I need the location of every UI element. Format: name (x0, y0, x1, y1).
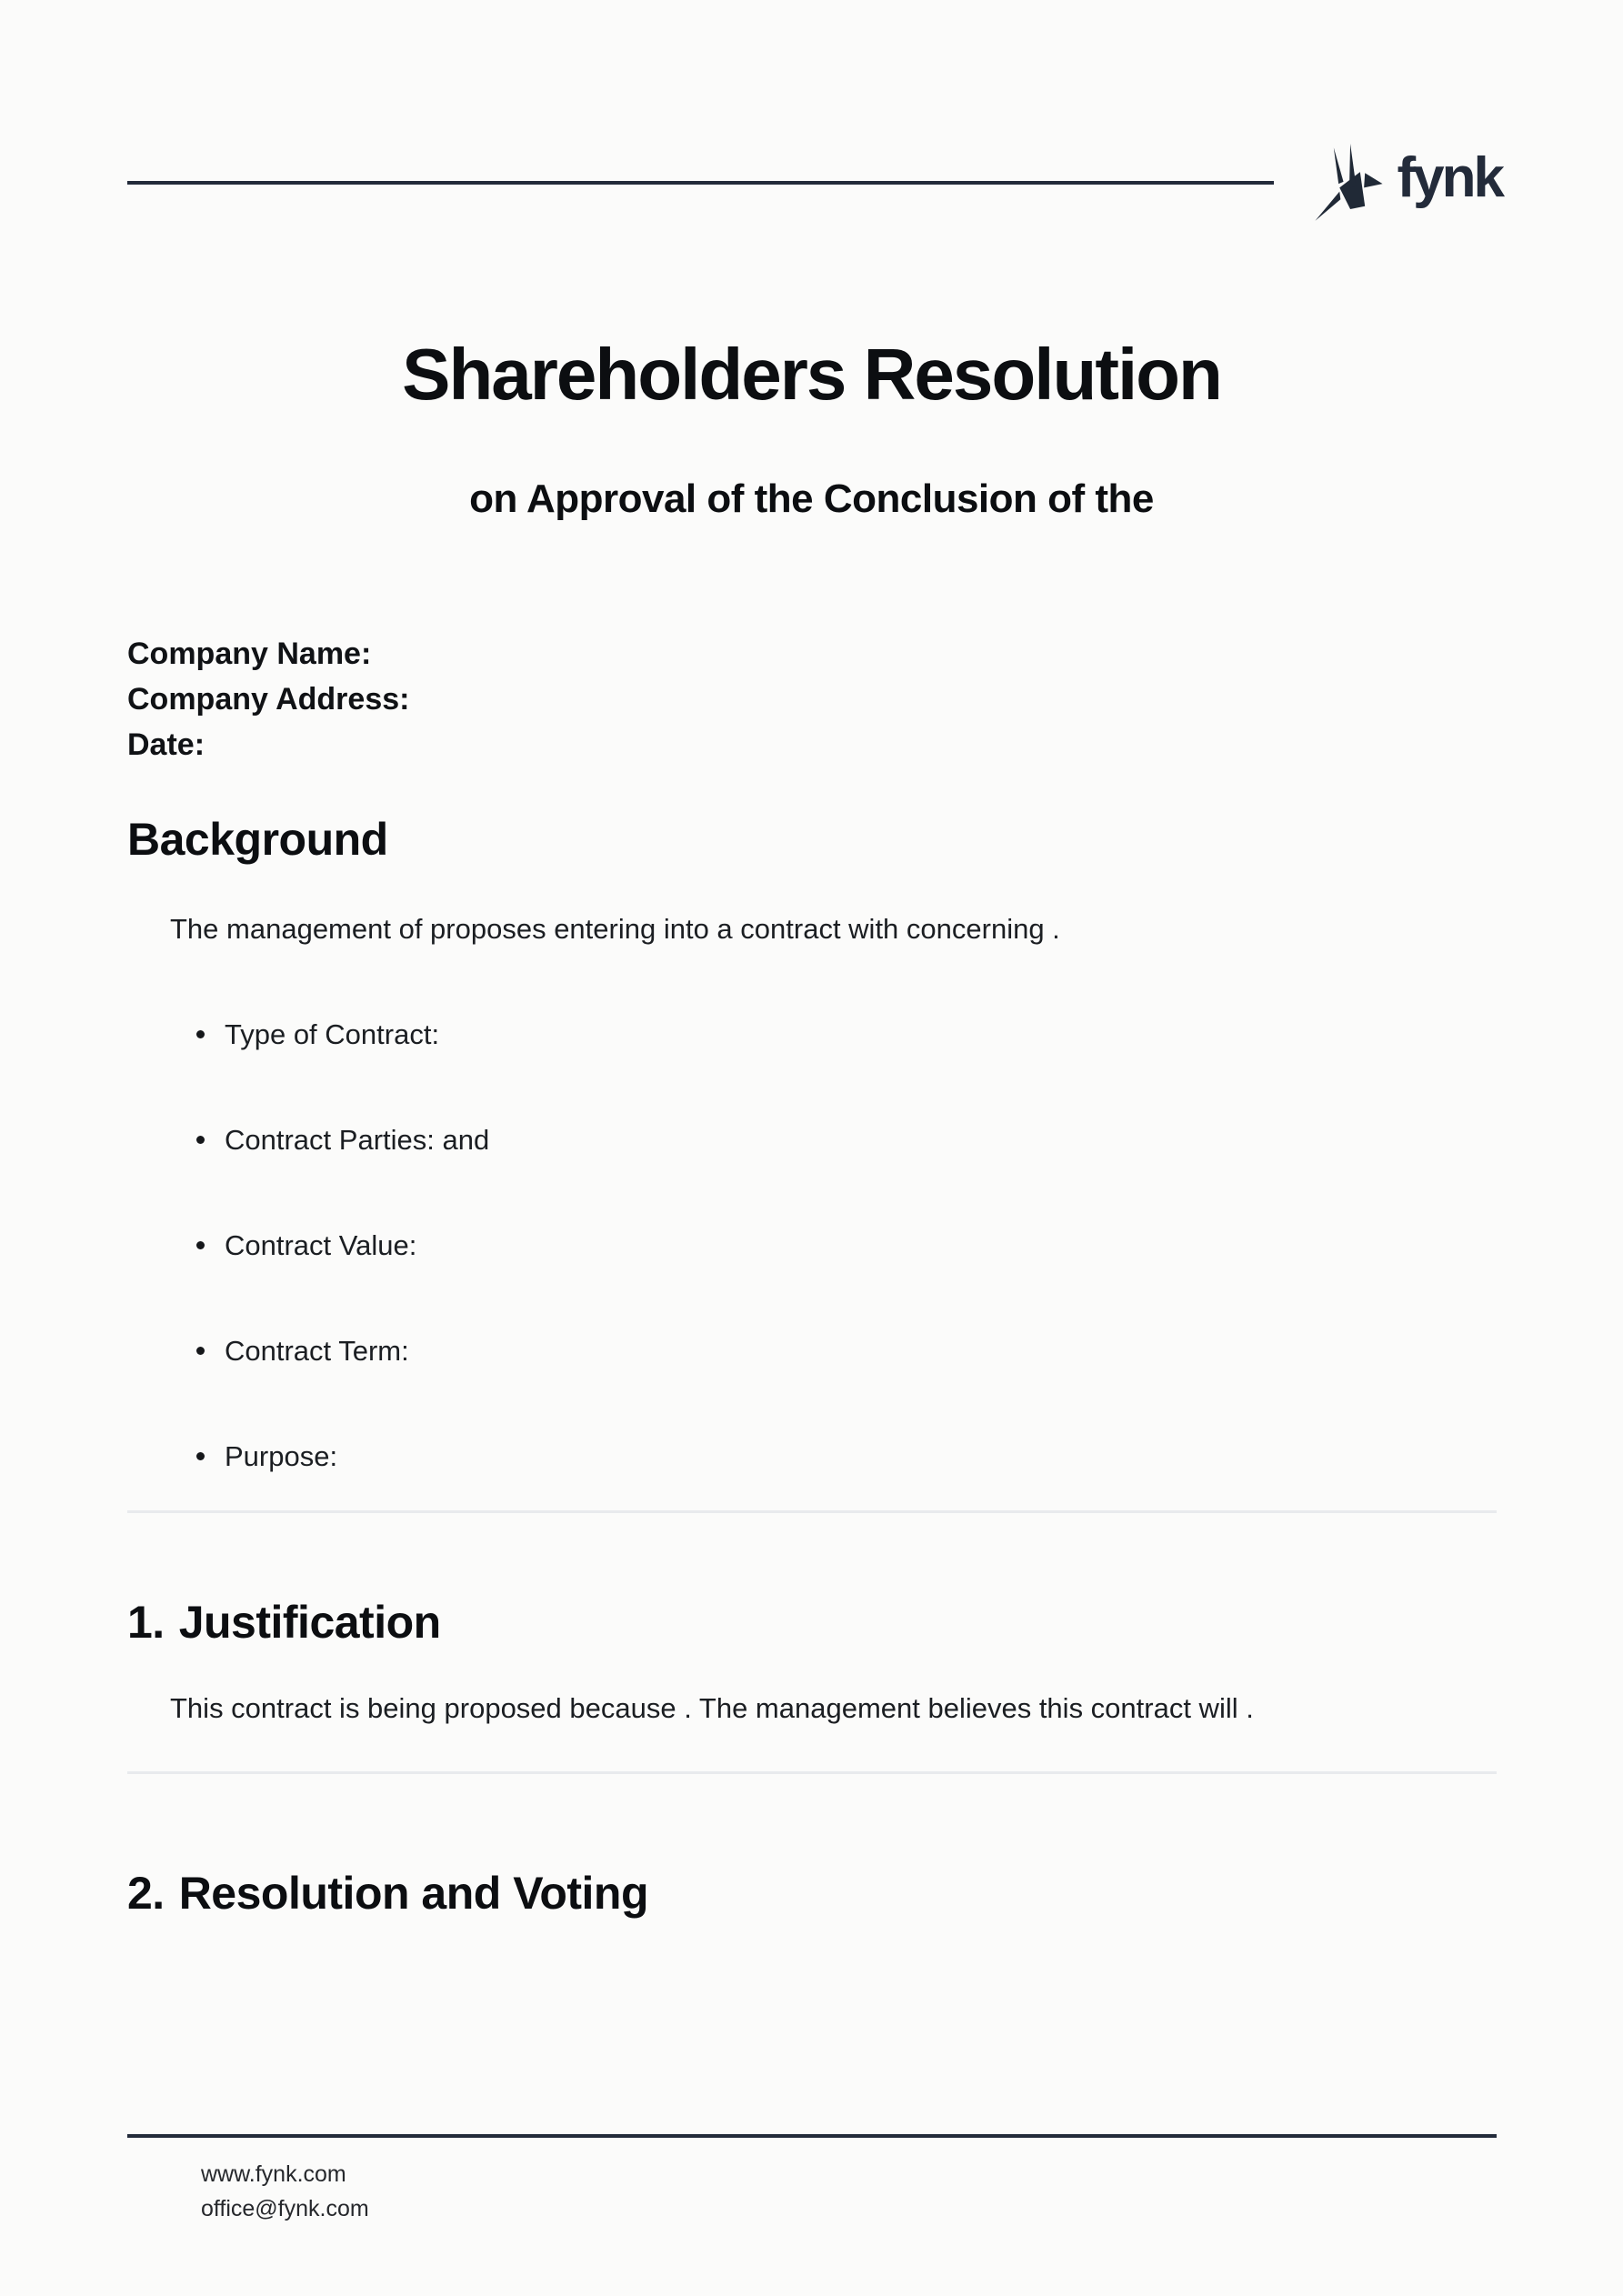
footer-email: office@fynk.com (201, 2196, 369, 2221)
footer-rule (127, 2134, 1497, 2138)
date-label: Date: (127, 727, 205, 762)
section-heading-background: Background (127, 814, 388, 865)
section-heading-justification (127, 1598, 441, 1648)
list-item-purpose: Purpose: (196, 1437, 489, 1477)
document-title: Shareholders Resolution (402, 334, 1221, 415)
section-number: 2. (127, 1868, 165, 1919)
company-name-label: Company Name: (127, 637, 372, 671)
page-header (127, 138, 1502, 227)
footer-website: www.fynk.com (201, 2161, 346, 2187)
section-divider (127, 1771, 1497, 1774)
document-subtitle: on Approval of the Conclusion of the (469, 476, 1154, 521)
list-item-contract-parties: Contract Parties: and (196, 1120, 489, 1160)
section-divider (127, 1510, 1497, 1513)
company-address-label: Company Address: (127, 682, 410, 717)
section-number: 1. (127, 1597, 165, 1648)
section-heading-resolution (127, 1869, 648, 1919)
list-item-type-of-contract: Type of Contract: (196, 1015, 489, 1055)
section-title-text: Resolution and Voting (178, 1868, 649, 1919)
header-rule (127, 181, 1274, 185)
footer-contact-block (201, 2157, 369, 2226)
origami-bird-icon (1314, 144, 1385, 222)
section-title-text: Justification (178, 1597, 441, 1648)
fynk-logo (1314, 144, 1502, 222)
company-meta-block (127, 631, 409, 767)
background-intro-paragraph: The management of proposes entering into a contract with concerning . (170, 913, 1060, 945)
fynk-logo-text: fynk (1397, 146, 1502, 209)
list-item-contract-term: Contract Term: (196, 1331, 489, 1371)
list-item-contract-value: Contract Value: (196, 1226, 489, 1266)
contract-details-list (196, 1015, 489, 1542)
justification-paragraph: This contract is being proposed because . The management believes this contract will . (170, 1692, 1254, 1724)
